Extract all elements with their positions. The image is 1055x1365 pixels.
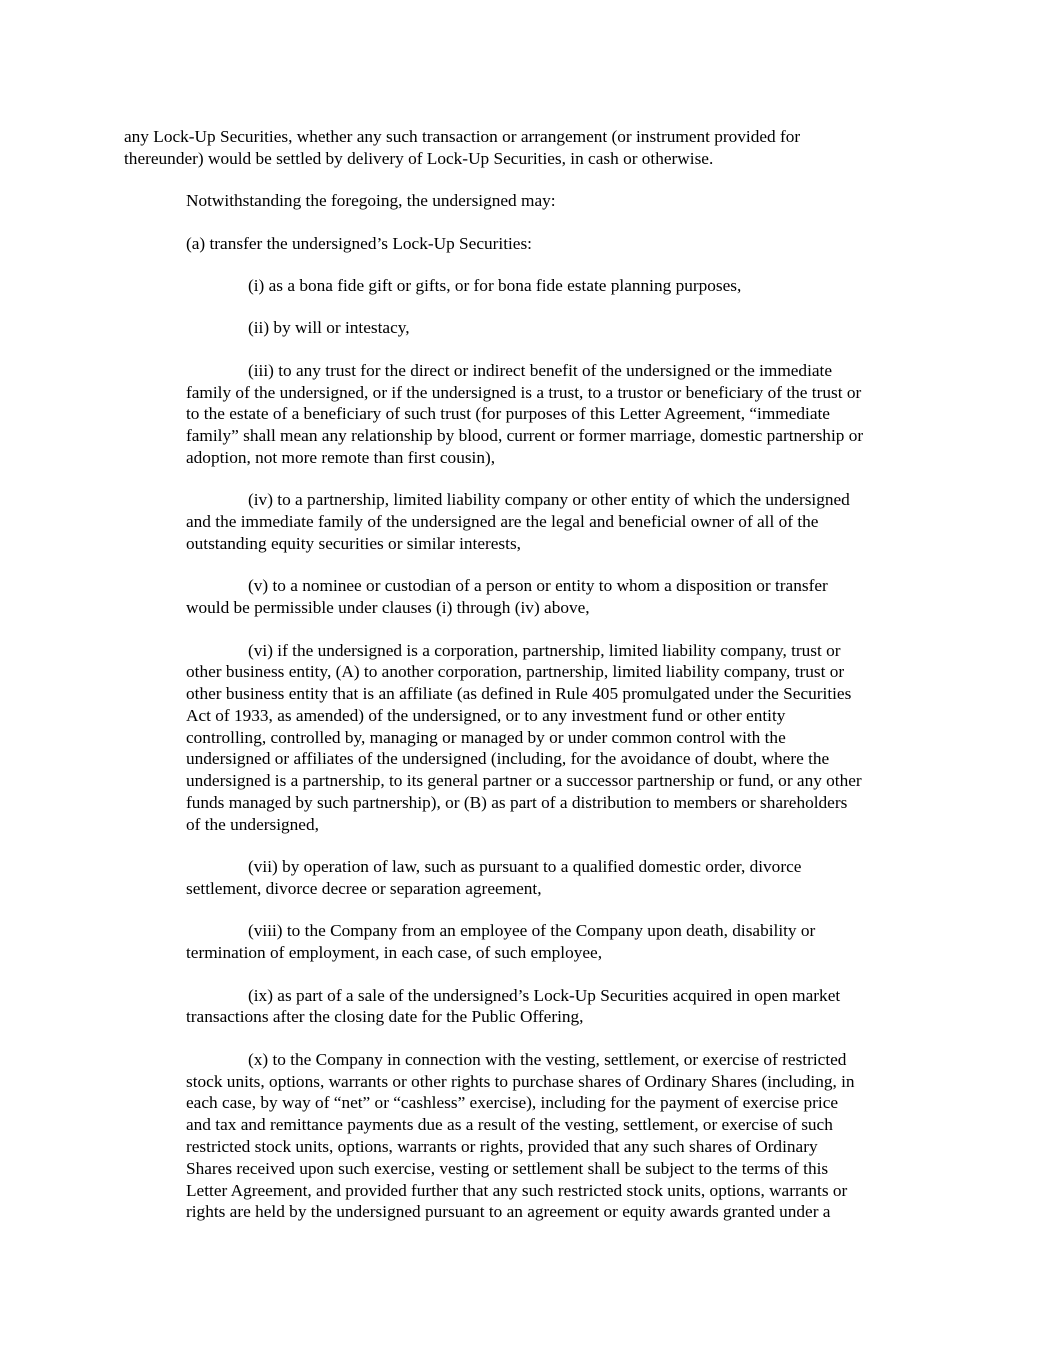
- paragraph-notwithstanding: [124, 190, 934, 212]
- text-line: rights are held by the undersigned pursuant to an agreement or equity awards granted under a: [186, 1202, 831, 1222]
- document-body: [124, 126, 934, 1244]
- text-line: any Lock-Up Securities, whether any such transaction or arrangement (or instrument provided for: [124, 127, 801, 146]
- text-line: termination of employment, in each case, of such employee,: [186, 943, 603, 963]
- paragraph-clause-iii: [124, 360, 934, 469]
- text-line: Shares received upon such exercise, vesting or settlement shall be subject to the terms of this: [186, 1158, 829, 1178]
- text-line: to the estate of a beneficiary of such trust (for purposes of this Letter Agreement, “immediate: [186, 404, 830, 424]
- paragraph-clause-vii: [124, 856, 934, 900]
- text-line: (ix) as part of a sale of the undersigned’s Lock-Up Securities acquired in open market: [248, 985, 841, 1005]
- paragraph-clause-i: [124, 275, 934, 297]
- paragraph-clause-viii: [124, 920, 934, 964]
- text-line: restricted stock units, options, warrants or rights, provided that any such shares of Ordinary: [186, 1137, 818, 1157]
- text-line: Act of 1933, as amended) of the undersigned, or to any investment fund or other entity: [186, 705, 786, 725]
- text-line: (iii) to any trust for the direct or indirect benefit of the undersigned or the immediate: [248, 360, 833, 380]
- paragraph-clause-iv: [124, 489, 934, 554]
- text-line: undersigned or affiliates of the undersigned (including, for the avoidance of doubt, where the: [186, 749, 830, 769]
- text-line: other business entity, (A) to another corporation, partnership, limited liability company, trust or: [186, 662, 845, 682]
- paragraph-lockup-continuation: [124, 126, 934, 170]
- paragraph-clause-vi: [124, 640, 934, 836]
- text-line: other business entity that is an affiliate (as defined in Rule 405 promulgated under the Securities: [186, 684, 852, 704]
- text-line: family of the undersigned, or if the undersigned is a trust, to a trustor or beneficiary of the trust or: [186, 382, 862, 402]
- text-line: (ii) by will or intestacy,: [248, 318, 410, 338]
- text-line: adoption, not more remote than first cousin),: [186, 447, 496, 467]
- text-line: Letter Agreement, and provided further that any such restricted stock units, options, warrants or: [186, 1180, 848, 1200]
- paragraph-clause-ii: [124, 317, 934, 339]
- text-line: (v) to a nominee or custodian of a person or entity to whom a disposition or transfer: [248, 576, 828, 596]
- text-line: undersigned is a partnership, to its general partner or a successor partnership or fund, or any other: [186, 771, 862, 791]
- text-line: stock units, options, warrants or other rights to purchase shares of Ordinary Shares (including, in: [186, 1071, 855, 1091]
- paragraph-clause-ix: [124, 985, 934, 1029]
- text-line: of the undersigned,: [186, 814, 319, 834]
- text-line: (i) as a bona fide gift or gifts, or for bona fide estate planning purposes,: [248, 275, 742, 295]
- text-line: (vi) if the undersigned is a corporation, partnership, limited liability company, trust or: [248, 640, 841, 660]
- text-line: settlement, divorce decree or separation agreement,: [186, 879, 542, 899]
- text-line: transactions after the closing date for the Public Offering,: [186, 1007, 584, 1027]
- text-line: and tax and remittance payments due as a result of the vesting, settlement, or exercise of such: [186, 1115, 833, 1135]
- text-line: (iv) to a partnership, limited liability company or other entity of which the undersigned: [248, 490, 850, 510]
- text-line: Notwithstanding the foregoing, the undersigned may:: [186, 191, 556, 211]
- text-line: (a) transfer the undersigned’s Lock-Up Securities:: [186, 233, 532, 253]
- text-line: (viii) to the Company from an employee of the Company upon death, disability or: [248, 921, 816, 941]
- paragraph-clause-x: [124, 1049, 934, 1223]
- text-line: thereunder) would be settled by delivery of Lock-Up Securities, in cash or otherwise.: [124, 148, 714, 168]
- text-line: and the immediate family of the undersigned are the legal and beneficial owner of all of the: [186, 512, 819, 532]
- text-line: (x) to the Company in connection with the vesting, settlement, or exercise of restricted: [248, 1049, 847, 1069]
- text-line: would be permissible under clauses (i) through (iv) above,: [186, 598, 590, 618]
- text-line: outstanding equity securities or similar interests,: [186, 533, 522, 553]
- paragraph-clause-v: [124, 575, 934, 619]
- text-line: controlling, controlled by, managing or managed by or under common control with the: [186, 727, 786, 747]
- text-line: family” shall mean any relationship by blood, current or former marriage, domestic partnership or: [186, 426, 864, 446]
- paragraph-clause-a: [124, 233, 934, 255]
- text-line: each case, by way of “net” or “cashless” exercise), including for the payment of exercise price: [186, 1093, 839, 1113]
- text-line: funds managed by such partnership), or (B) as part of a distribution to members or shareholders: [186, 793, 848, 813]
- text-line: (vii) by operation of law, such as pursuant to a qualified domestic order, divorce: [248, 857, 802, 877]
